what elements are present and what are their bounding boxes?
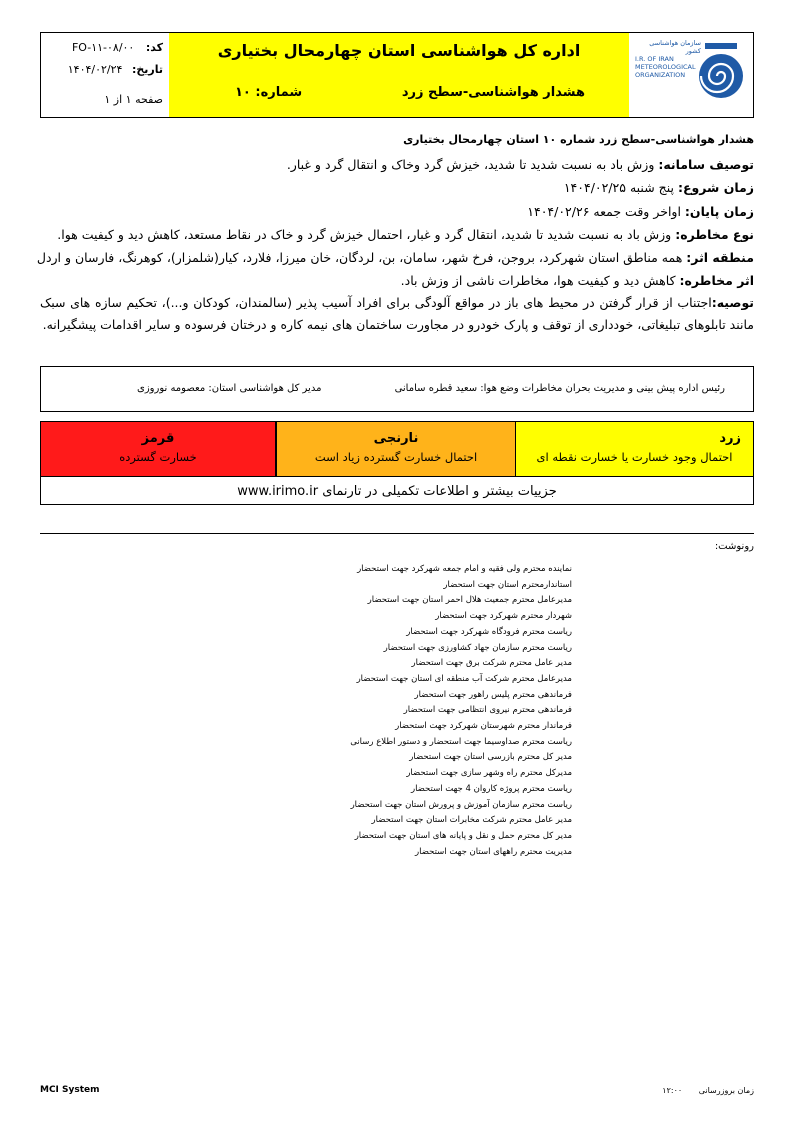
date-row xyxy=(68,63,163,76)
cc-item: مدیرکل محترم راه وشهر سازی جهت استحضار xyxy=(406,768,572,779)
hazard-text: وزش باد به نسبت شدید تا شدید، انتقال گرد و غبار، احتمال خیزش گرد و خاک در نقاط مستعد، کاهش دید و کیفیت هوا. xyxy=(57,227,672,242)
advice-text: اجتناب از قرار گرفتن در محیط های باز در مواقع آلودگی برای افراد آسیب پذیر (سالمندان، کودکان و...)، تحکیم سازه های سبک مانند تابلوهای تبلیغاتی، خودداری از توقف و پارک خودرو در مجاورت ساختمان های نیمه کاره و درختان فرسوده و سایر اقدامات پیشگیرانه. xyxy=(40,295,754,332)
start-text: پنج شنبه ۱۴۰۴/۰۲/۲۵ xyxy=(563,180,674,195)
code-label: کد: xyxy=(145,41,163,54)
date-value: ۱۴۰۴/۰۲/۲۴ xyxy=(67,63,123,76)
cc-item: مدیر عامل محترم شرکت مخابرات استان جهت استحضار xyxy=(371,815,572,826)
description-row xyxy=(287,157,754,172)
cc-item: ریاست محترم پروژه کاروان 4 جهت استحضار xyxy=(410,783,572,794)
cc-item: مدیرعامل محترم جمعیت هلال احمر استان جهت استحضار xyxy=(367,595,572,606)
cc-item: مدیر کل محترم حمل و نقل و پایانه های استان جهت استحضار xyxy=(354,830,572,841)
org-name xyxy=(635,39,701,79)
code-row xyxy=(72,41,163,54)
org-name-en-3: ORGANIZATION xyxy=(635,71,686,79)
cc-item: ریاست محترم سازمان آموزش و پرورش استان جهت استحضار xyxy=(350,799,572,810)
cc-item: ریاست محترم صداوسیما جهت استحضار و دستور اطلاع رسانی xyxy=(350,736,572,747)
description-text: وزش باد به نسبت شدید تا شدید، خیزش گرد وخاک و انتقال گرد و غبار. xyxy=(286,157,655,172)
header-subtitle: هشدار هواشناسی-سطح زرد xyxy=(401,85,585,100)
hazard-label: نوع مخاطره: xyxy=(675,227,754,242)
area-row xyxy=(37,250,754,265)
cc-item: ریاست محترم سازمان جهاد کشاورزی جهت استحضار xyxy=(383,642,572,653)
cc-item: مدیر کل محترم بازرسی استان جهت استحضار xyxy=(409,752,572,763)
cc-item: مدیرعامل محترم شرکت آب منطقه ای استان جهت استحضار xyxy=(356,673,572,684)
start-row xyxy=(564,180,754,195)
cc-title: رونوشت: xyxy=(714,541,754,552)
signature-director: مدیر کل هواشناسی استان: معصومه نوروزی xyxy=(137,383,322,394)
effect-row xyxy=(401,273,754,288)
footer-system: MCI System xyxy=(40,1085,100,1095)
end-label: زمان پایان: xyxy=(684,204,754,219)
cc-item: فرماندهی محترم نیروی انتظامی جهت استحضار xyxy=(403,705,572,716)
cc-item: فرماندهی محترم پلیس راهور جهت استحضار xyxy=(414,689,572,700)
level-red-desc: خسارت گسترده xyxy=(119,450,197,464)
warning-number xyxy=(235,85,302,100)
page-indicator: صفحه ۱ از ۱ xyxy=(104,93,163,106)
effect-label: اثر مخاطره: xyxy=(679,273,754,288)
org-name-en-1: I.R. OF IRAN xyxy=(635,55,674,63)
cc-item: استاندارمحترم استان جهت استحضار xyxy=(443,579,572,590)
warning-levels-table xyxy=(40,421,754,505)
update-label: زمان بروزرسانی xyxy=(698,1086,754,1095)
header-title: اداره کل هواشناسی استان چهارمحال بختیاری xyxy=(217,41,581,60)
cc-item: شهردار محترم شهرکرد جهت استحضار xyxy=(435,611,572,622)
code-value: FO-۱۱-۰۸/۰۰ xyxy=(71,41,135,54)
date-label: تاریخ: xyxy=(131,63,163,76)
number-label: شماره: xyxy=(255,85,303,100)
signature-forecast-head: رئیس اداره پیش بینی و مدیریت بحران مخاطرات وضع هوا: سعید قطره سامانی xyxy=(394,383,725,394)
update-value: ۱۲:۰۰ xyxy=(662,1086,683,1095)
cc-list xyxy=(350,562,572,860)
level-red-title: قرمز xyxy=(141,431,175,446)
description-label: توصیف سامانه: xyxy=(658,157,754,172)
end-row xyxy=(527,204,754,219)
end-text: اواخر وقت جمعه ۱۴۰۴/۰۲/۲۶ xyxy=(527,204,681,219)
advice-label: توصیه: xyxy=(711,295,754,310)
cc-item: نماینده محترم ولی فقیه و امام جمعه شهرکرد جهت استحضار xyxy=(357,564,572,574)
effect-text: کاهش دید و کیفیت هوا، مخاطرات ناشی از وزش باد. xyxy=(400,273,676,288)
hazard-row xyxy=(57,227,754,242)
org-name-en-2: METEOROLOGICAL xyxy=(635,63,696,71)
area-label: منطقه اثر: xyxy=(686,250,754,265)
number-value: ۱۰ xyxy=(235,85,251,100)
cc-item: مدیر عامل محترم شرکت برق جهت استحضار xyxy=(411,658,572,669)
divider xyxy=(40,533,754,534)
level-orange xyxy=(276,422,516,476)
level-yellow-title: زرد xyxy=(719,431,741,446)
cc-item: ریاست محترم فرودگاه شهرکرد جهت استحضار xyxy=(406,626,572,637)
start-label: زمان شروع: xyxy=(677,180,754,195)
signature-box xyxy=(40,366,754,412)
document-meta xyxy=(41,33,169,117)
more-info-link[interactable]: جزییات بیشتر و اطلاعات تکمیلی در تارنمای www.irimo.ir xyxy=(41,476,753,506)
warning-heading: هشدار هواشناسی-سطح زرد شماره ۱۰ استان چهارمحال بختیاری xyxy=(403,133,754,146)
advice-row xyxy=(40,292,754,336)
spiral-logo-icon xyxy=(697,41,745,107)
level-orange-desc: احتمال خسارت گسترده زیاد است xyxy=(314,450,478,464)
level-yellow-desc: احتمال وجود خسارت یا خسارت نقطه ای xyxy=(536,450,733,464)
org-name-fa: سازمان هواشناسی کشور xyxy=(649,39,701,55)
cc-item: مدیریت محترم راههای استان جهت استحضار xyxy=(415,846,572,857)
footer-update xyxy=(662,1086,754,1095)
cc-item: فرماندار محترم شهرستان شهرکرد جهت استحضار xyxy=(395,721,572,732)
logo-block xyxy=(628,33,753,117)
level-red xyxy=(41,422,276,476)
header-title-block xyxy=(168,33,629,117)
area-text: همه مناطق استان شهرکرد، بروجن، فرخ شهر، سامان، بن، لردگان، خان میرزا، فلارد، کیار(شلمزار)، کوهرنگ، فارسان و اردل xyxy=(36,250,683,265)
document-header xyxy=(40,32,754,118)
level-yellow xyxy=(516,422,753,476)
level-orange-title: نارنجی xyxy=(373,431,419,446)
